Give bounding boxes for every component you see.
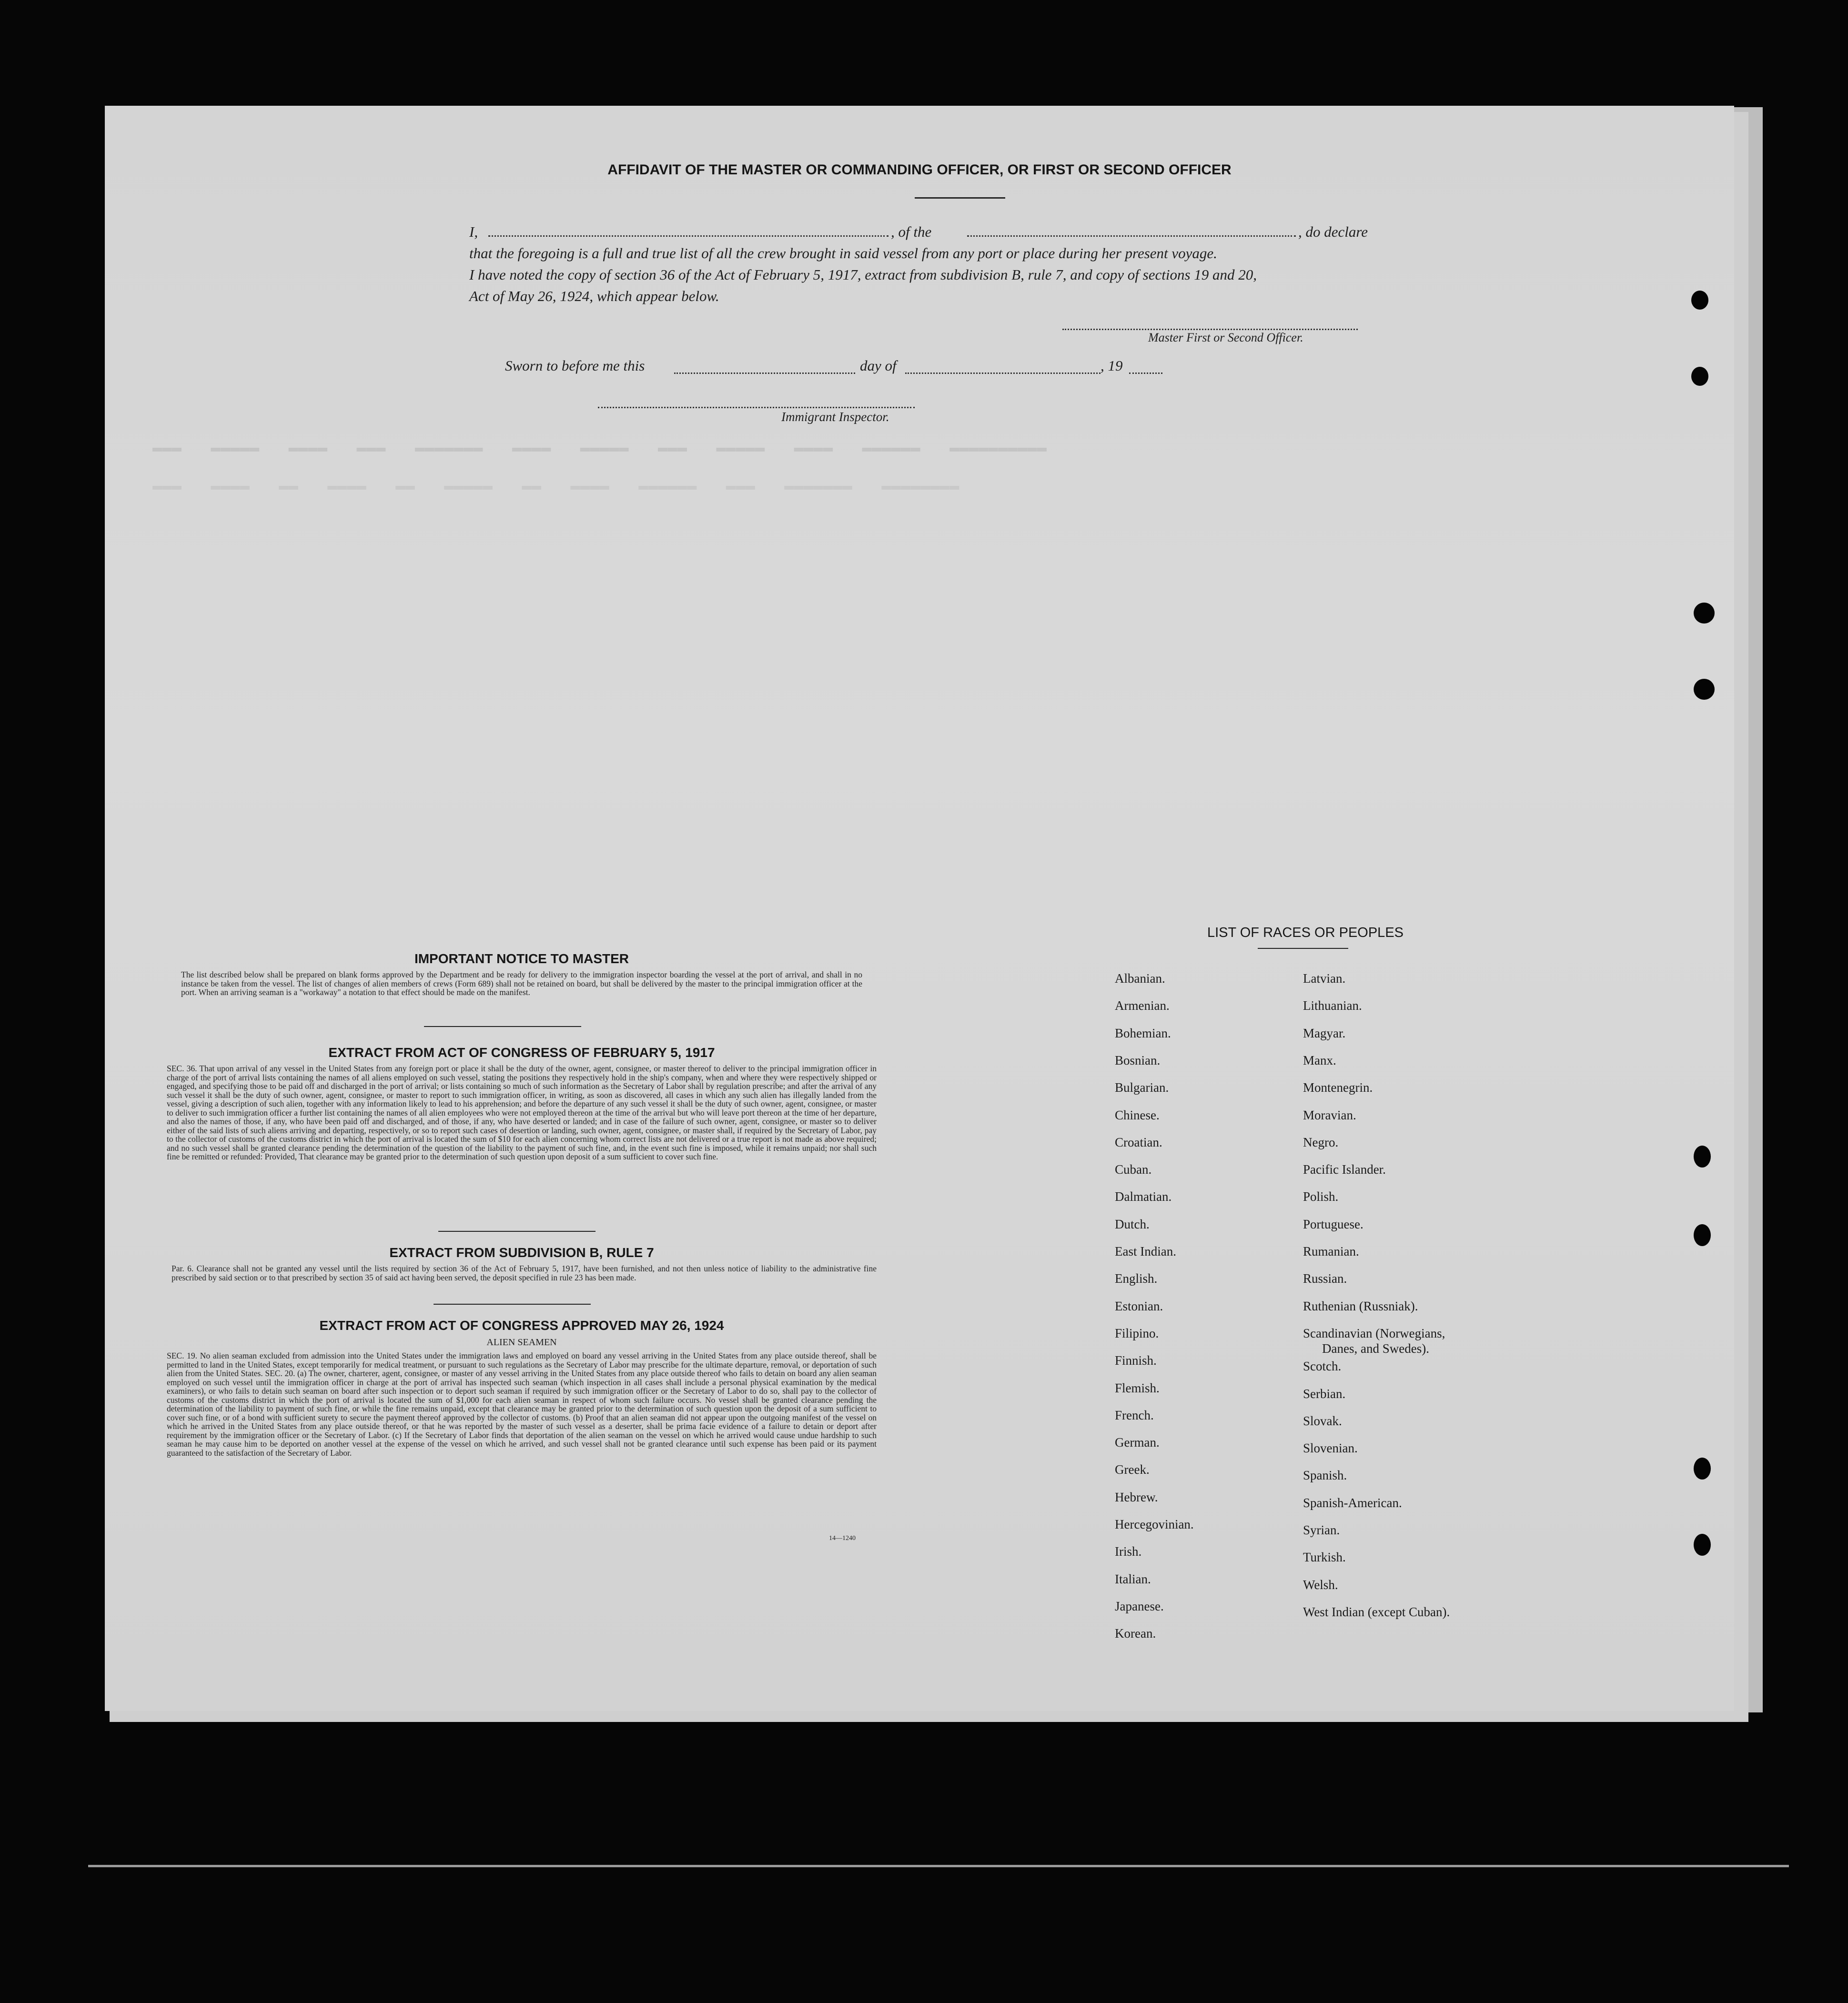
- master-signature-line[interactable]: [1062, 329, 1358, 330]
- sworn-month-blank[interactable]: [905, 372, 1101, 374]
- race-item: Irish.: [1115, 1544, 1142, 1559]
- race-item: Hercegovinian.: [1115, 1517, 1194, 1531]
- notice-text: The list described below shall be prepared on blank forms approved by the Department and be ready for delivery to the immigration inspector boarding the vessel at the port of arrival, and shall in no instance be taken from the vessel. The list of changes of alien members of crews (Form 689) shall not be retained on board, but shall be delivered by the master to the principal immigration officer at the port. When an arriving seaman is a "workaway" a notation to that effect should be made on the manifest.: [181, 970, 862, 997]
- race-item: Polish.: [1303, 1189, 1339, 1204]
- races-heading: LIST OF RACES OR PEOPLES: [1207, 925, 1404, 940]
- race-item: Bosnian.: [1115, 1053, 1161, 1067]
- race-item: Croatian.: [1115, 1135, 1162, 1149]
- affidavit-line-4: Act of May 26, 1924, which appear below.: [469, 288, 719, 304]
- race-item: Albanian.: [1115, 971, 1165, 986]
- race-item: Portuguese.: [1303, 1217, 1363, 1231]
- vessel-blank[interactable]: [967, 235, 1296, 237]
- subdivision-b-heading: EXTRACT FROM SUBDIVISION B, RULE 7: [389, 1245, 654, 1260]
- race-item: Montenegrin.: [1303, 1080, 1373, 1095]
- race-item: Russian.: [1303, 1271, 1347, 1286]
- race-item: Estonian.: [1115, 1298, 1163, 1313]
- extract-1924-heading: EXTRACT FROM ACT OF CONGRESS APPROVED MAY 26, 1924: [319, 1318, 724, 1333]
- race-item: Scandinavian (Norwegians,: [1303, 1326, 1445, 1340]
- affidavit-line-2: that the foregoing is a full and true list of all the crew brought in said vessel from any port or place during her present voyage.: [469, 245, 1217, 262]
- extract-1917-text: SEC. 36. That upon arrival of any vessel in the United States from any foreign port or place it shall be the duty of the owner, agent, consignee, or master thereof to deliver to the principal immigration officer in charge of the port of arrival lists containing the names of all aliens employed on such vessel, stating the positions they respectively hold in the ship's company, when and where they were respectively shipped or engaged, and specifying those to be paid off and discharged in the port of arrival; or lists containing so much of such information as the Secretary of Labor shall by regulation prescribe; and after the arrival of any such vessel it shall be the duty of such owner, agent, consignee, or master to report to such immigration officer, in writing, as soon as discovered, all cases in which any such alien has illegally landed from the vessel, giving a description of such alien, together with any information likely to lead to his apprehension; and before the departure of any such vessel it shall be the duty of such owner, agent, consignee, or master to deliver to such immigration officer a further list containing the names of all alien employees who were not employed thereon at the time of the arrival but who will leave port thereon at the time of her departure, and also the names of those, if any, who have been paid off and discharged, and of those, if any, who have deserted or landed; and in case of the failure of such owner, agent, consignee, or master so to deliver either of the said lists of such aliens arriving and departing, respectively, or so to report such cases of desertion or landing, such owner, agent, consignee, or master shall, if required by the Secretary of Labor, pay to the collector of customs of the customs district in which the port of arrival is located the sum of $10 for each alien concerning whom correct lists are not delivered or a true report is not made as above required; and no such vessel shall be granted clearance pending the determination of the question of the liability to the payment of such fine, and, in the event such fine is imposed, while it remains unpaid; nor shall such fine be remitted or refunded: Provided, That clearance may be granted prior to the determination of such question upon deposit of a sum sufficient to cover such fine.: [167, 1064, 877, 1161]
- divider: [915, 197, 1005, 199]
- race-item: Korean.: [1115, 1626, 1156, 1641]
- race-item: Chinese.: [1115, 1107, 1160, 1122]
- scanner-edge-line: [88, 1865, 1789, 1867]
- affidavit-heading: AFFIDAVIT OF THE MASTER OR COMMANDING OFFICER, OR FIRST OR SECOND OFFICER: [607, 162, 1232, 178]
- race-item: Pacific Islander.: [1303, 1162, 1386, 1177]
- punch-hole: [1694, 603, 1715, 624]
- race-item: English.: [1115, 1271, 1158, 1286]
- form-number: 14—1240: [829, 1535, 856, 1542]
- inspector-label: Immigrant Inspector.: [781, 410, 889, 424]
- race-item: Hebrew.: [1115, 1490, 1158, 1504]
- race-item: East Indian.: [1115, 1244, 1176, 1258]
- punch-hole: [1691, 367, 1708, 386]
- punch-hole: [1694, 1146, 1711, 1168]
- race-item: Finnish.: [1115, 1353, 1157, 1368]
- affidavit-i-label: I,: [469, 223, 478, 240]
- punch-hole: [1694, 1224, 1711, 1246]
- race-item: French.: [1115, 1408, 1154, 1422]
- race-item: Negro.: [1303, 1135, 1339, 1149]
- extract-1917-heading: EXTRACT FROM ACT OF CONGRESS OF FEBRUARY 5, 1917: [328, 1045, 715, 1060]
- punch-hole: [1694, 1458, 1711, 1480]
- race-item: Manx.: [1303, 1053, 1336, 1067]
- race-item: Filipino.: [1115, 1326, 1159, 1340]
- divider: [438, 1231, 596, 1232]
- race-item: Japanese.: [1115, 1599, 1164, 1613]
- punch-hole: [1691, 291, 1708, 310]
- race-item: Dalmatian.: [1115, 1189, 1172, 1204]
- race-item: Spanish-American.: [1303, 1495, 1402, 1510]
- divider: [1258, 948, 1348, 949]
- divider: [434, 1304, 591, 1305]
- race-item: Magyar.: [1303, 1026, 1346, 1040]
- race-item: Ruthenian (Russniak).: [1303, 1298, 1418, 1313]
- race-item: Spanish.: [1303, 1468, 1347, 1483]
- inspector-signature-line[interactable]: [598, 407, 915, 408]
- affidavit-line-3: I have noted the copy of section 36 of the Act of February 5, 1917, extract from subdivision B, rule 7, and copy of sections 19 and 20,: [469, 266, 1257, 283]
- race-item: Syrian.: [1303, 1523, 1340, 1537]
- divider: [424, 1026, 581, 1027]
- master-label: Master First or Second Officer.: [1148, 331, 1303, 344]
- sworn-year-blank[interactable]: [1129, 372, 1162, 374]
- race-item: Scotch.: [1303, 1359, 1342, 1374]
- race-item: West Indian (except Cuban).: [1303, 1604, 1450, 1619]
- year-label: , 19: [1101, 357, 1123, 374]
- subdivision-b-text: Par. 6. Clearance shall not be granted any vessel until the lists required by section 36 of the Act of February 5, 1917, have been furnished, and not then unless notice of liability to the administrative fine prescribed by said section or to that prescribed by section 35 of said act having been served, the deposit specified in rule 23 has been made.: [172, 1264, 877, 1282]
- race-item: German.: [1115, 1435, 1160, 1450]
- of-the-label: , of the: [891, 223, 932, 240]
- race-item: Rumanian.: [1303, 1244, 1359, 1258]
- sworn-day-blank[interactable]: [674, 372, 855, 374]
- race-item: Turkish.: [1303, 1550, 1346, 1565]
- race-item: Welsh.: [1303, 1577, 1338, 1592]
- race-item: Moravian.: [1303, 1107, 1356, 1122]
- extract-1924-text: SEC. 19. No alien seaman excluded from admission into the United States under the immigration laws and employed on board any vessel arriving in the United States from any place outside thereof, shall be permitted to land in the United States, except temporarily for medical treatment, or pursuant to such regulations as the Secretary of Labor may prescribe for the ultimate departure, removal, or deportation of such alien from the United States. SEC. 20. (a) The owner, charterer, agent, consignee, or master of any vessel arriving in the United States from any place outside thereof who fails to detain on board any alien seaman employed on such vessel until the immigration officer in charge at the port of arrival has inspected such seaman (which inspection in all cases shall include a personal physical examination by the medical examiners), or who fails to detain such seaman on board after such inspection or to deport such seaman if required by such immigration officer or the Secretary of Labor to do so, shall pay to the collector of customs of the customs district in which the port of arrival is located the sum of $1,000 for each alien seaman in respect of whom such failure occurs. No vessel shall be granted clearance pending the determination of the liability to payment of such fine, or while the fine remains unpaid, except that clearance may be granted prior to the determination of such question upon the deposit of a sum sufficient to cover such fine, or of a bond with sufficient surety to secure the payment thereof approved by the collector of customs. (b) Proof that an alien seaman did not appear upon the outgoing manifest of the vessel on which he arrived in the United States from any place outside thereof, or that he was reported by the master of such vessel as a deserter, shall be prima facie evidence of a failure to detain or deport after requirement by the immigration officer or the Secretary of Labor. (c) If the Secretary of Labor finds that deportation of the alien seaman on the vessel on which he arrived would cause undue hardship to such seaman he may cause him to be deported on another vessel at the expense of the vessel on which he arrived, and such vessel shall not be granted clearance until such expense has been paid or its payment guaranteed to the satisfaction of the Secretary of Labor.: [167, 1351, 877, 1458]
- race-item: Lithuanian.: [1303, 998, 1362, 1013]
- race-item: Italian.: [1115, 1571, 1151, 1586]
- race-item: Latvian.: [1303, 971, 1346, 986]
- document-page: [105, 106, 1734, 1711]
- race-item: Slovenian.: [1303, 1441, 1358, 1456]
- race-item: Flemish.: [1115, 1380, 1160, 1395]
- bleed-through-row: ▬▬▬ ▬▬▬▬ ▬▬ ▬▬▬▬ ▬▬ ▬▬▬▬▬ ▬▬ ▬▬▬▬ ▬▬▬▬▬▬ ▬▬▬ ▬▬▬▬▬▬▬ ▬▬▬▬▬▬▬▬: [152, 477, 959, 495]
- bleed-through-row: ▬▬▬ ▬▬▬▬▬ ▬▬▬▬ ▬▬▬ ▬▬▬▬▬▬▬ ▬▬▬▬ ▬▬▬▬▬ ▬▬▬ ▬▬▬▬▬ ▬▬▬▬ ▬▬▬▬▬▬ ▬▬▬▬▬▬▬▬▬▬: [152, 439, 1047, 457]
- affidavit-line-1: [469, 221, 1484, 242]
- do-declare-label: , do declare: [1298, 223, 1368, 240]
- affidavit-body: [469, 221, 1484, 307]
- name-blank[interactable]: [488, 235, 889, 237]
- punch-hole: [1694, 679, 1715, 700]
- race-item: Cuban.: [1115, 1162, 1152, 1177]
- race-item: Armenian.: [1115, 998, 1170, 1013]
- punch-hole: [1694, 1534, 1711, 1556]
- day-of-label: day of: [860, 357, 897, 374]
- race-item: Danes, and Swedes).: [1322, 1341, 1429, 1356]
- race-item: Slovak.: [1303, 1413, 1342, 1428]
- sworn-label: Sworn to before me this: [505, 357, 645, 374]
- race-item: Bohemian.: [1115, 1026, 1171, 1040]
- alien-seamen-subheading: ALIEN SEAMEN: [486, 1337, 557, 1348]
- race-item: Bulgarian.: [1115, 1080, 1169, 1095]
- race-item: Dutch.: [1115, 1217, 1150, 1231]
- race-item: Serbian.: [1303, 1386, 1346, 1401]
- race-item: Greek.: [1115, 1462, 1150, 1477]
- notice-heading: IMPORTANT NOTICE TO MASTER: [414, 951, 629, 966]
